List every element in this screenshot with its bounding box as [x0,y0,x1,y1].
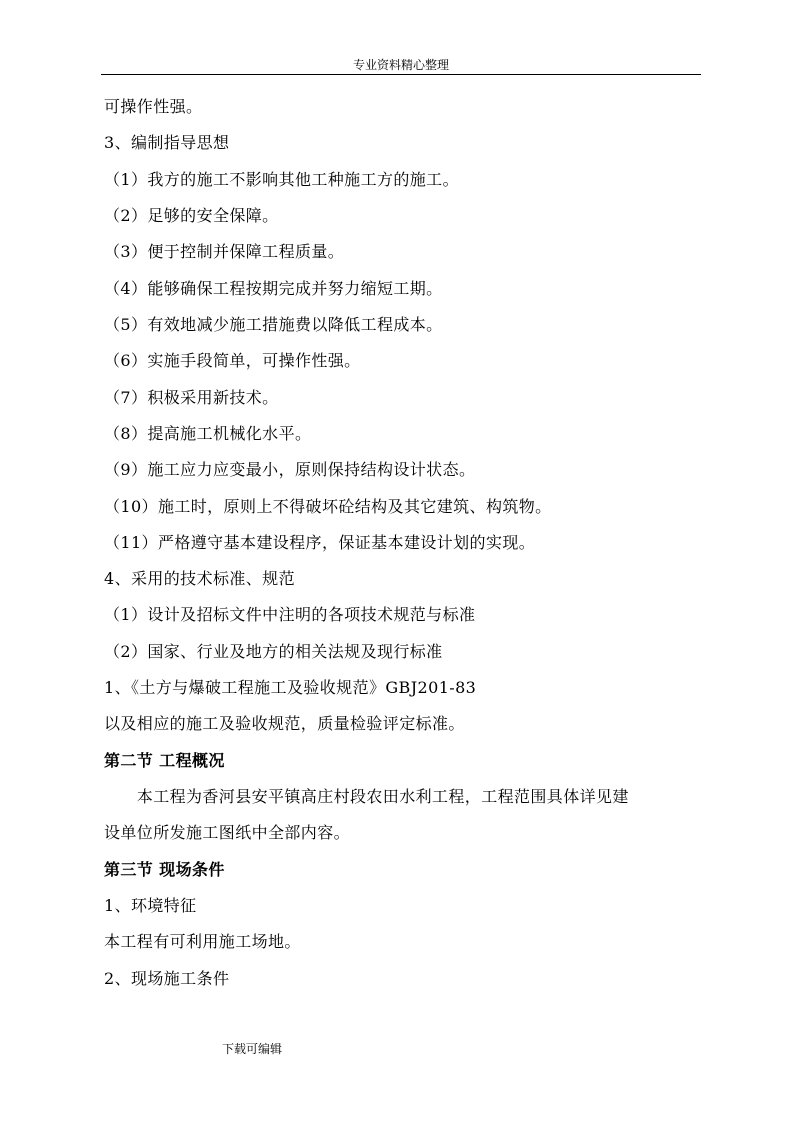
list-item: （8）提高施工机械化水平。 [104,424,312,443]
list-item: （1）设计及招标文件中注明的各项技术规范与标准 [104,605,476,624]
section-item-heading: 2、现场施工条件 [104,969,230,988]
list-item: （3）便于控制并保障工程质量。 [104,242,345,261]
list-item: （1）我方的施工不影响其他工种施工方的施工。 [104,170,459,189]
section-heading: 第二节 工程概况 [104,751,225,770]
list-item: （6）实施手段简单，可操作性强。 [104,351,361,370]
section-heading: 第三节 现场条件 [104,860,225,879]
list-item: （5）有效地减少施工措施费以降低工程成本。 [104,315,443,334]
section-item-heading: 4、采用的技术标准、规范 [104,569,295,588]
page-footer: 下载可编辑 [222,1042,283,1056]
header-divider [101,74,701,75]
list-item: （7）积极采用新技术。 [104,388,279,407]
list-item: （9）施工应力应变最小，原则保持结构设计状态。 [104,460,476,479]
list-item: 1、《土方与爆破工程施工及验收规范》GBJ201-83 [104,678,477,697]
section-item-heading: 3、编制指导思想 [104,133,230,152]
list-item: （2）国家、行业及地方的相关法规及现行标准 [104,642,443,661]
list-item: （10）施工时，原则上不得破坏砼结构及其它建筑、构筑物。 [104,497,552,516]
list-item: （2）足够的安全保障。 [104,206,279,225]
page-header: 专业资料精心整理 [352,58,449,72]
list-item: （11）严格遵守基本建设程序，保证基本建设计划的实现。 [104,533,536,552]
text-line: 本工程有可利用施工场地。 [104,932,301,951]
list-item: （4）能够确保工程按期完成并努力缩短工期。 [104,279,443,298]
text-line: 以及相应的施工及验收规范，质量检验评定标准。 [104,714,465,733]
paragraph-line: 本工程为香河县安平镇高庄村段农田水利工程，工程范围具体详见建 [104,787,629,806]
section-item-heading: 1、环境特征 [104,896,197,915]
text-line: 可操作性强。 [104,97,203,116]
paragraph-line: 设单位所发施工图纸中全部内容。 [104,823,351,842]
